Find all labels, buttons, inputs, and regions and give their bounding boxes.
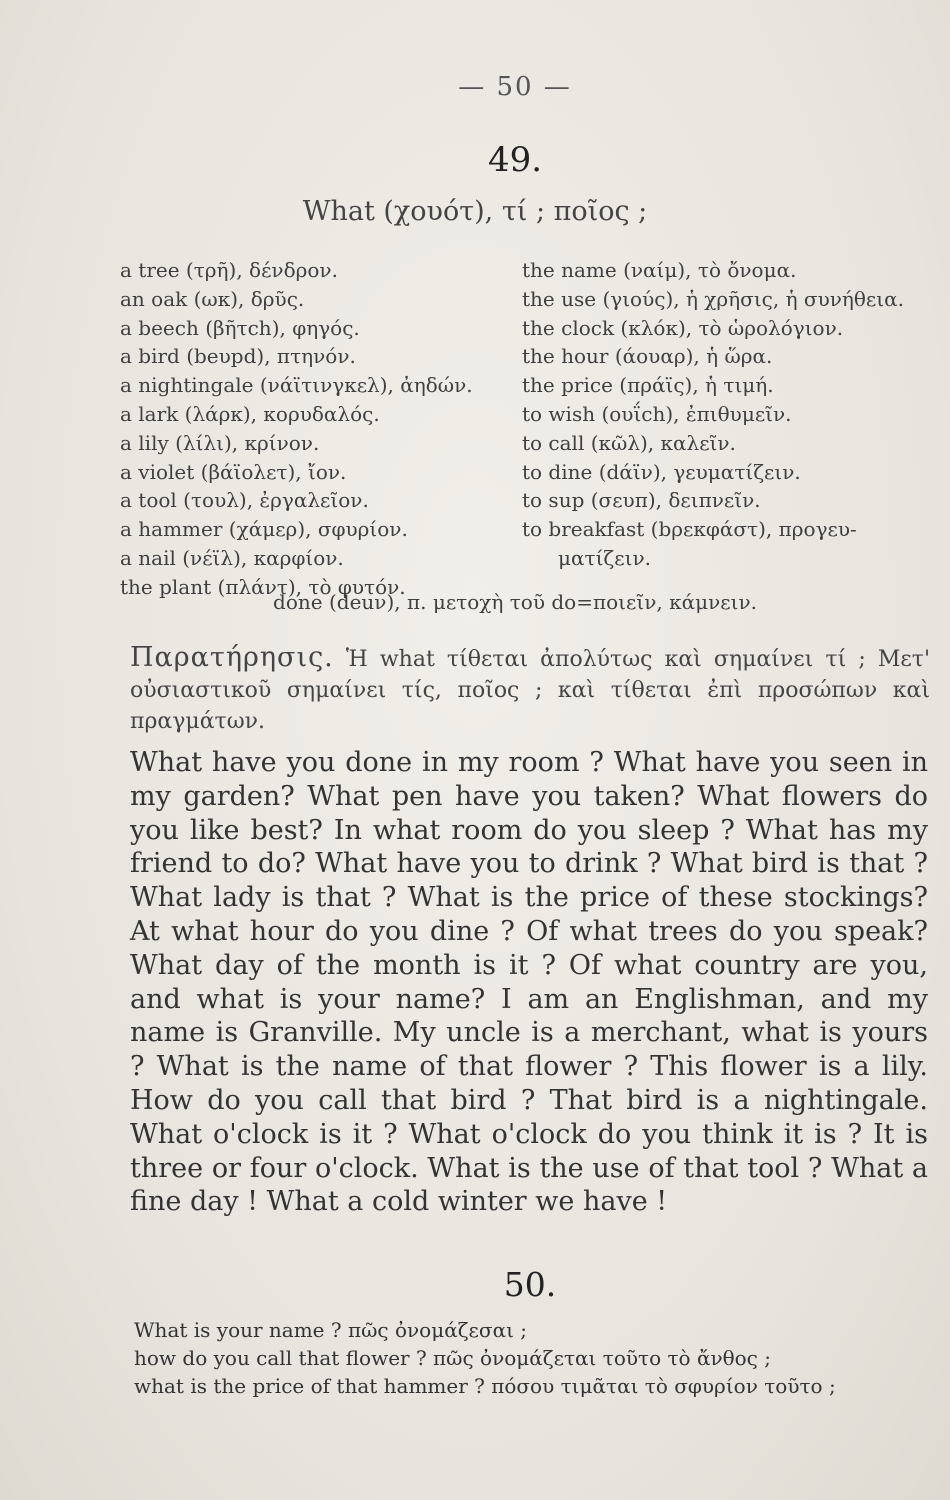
vocabulary-footer: done (deuν), π. μετοχὴ τοῦ do=ποιεῖν, κάμνειν. [273,590,757,614]
vocab-entry: an oak (ωκ), δρῦς. [120,286,305,311]
vocabulary-right-column [522,256,942,573]
vocabulary-left-column [120,256,520,602]
phrase-entry: how do you call that flower ? πῶς ὀνομάζεται τοῦτο τὸ ἄνθος ; [134,1346,771,1370]
vocab-entry: the clock (κλόκ), τὸ ὡρολόγιον. [522,315,844,340]
vocab-entry: the plant (πλάντ), τὸ φυτόν. [120,574,406,599]
remark-paragraph [130,642,930,737]
vocab-entry: a tree (τρῆ), δένδρον. [120,258,338,282]
vocab-entry: to wish (ουΐch), ἐπιθυμεῖν. [522,401,792,426]
vocab-entry-continuation: ματίζειν. [558,545,651,570]
vocab-entry: a nightingale (νάϊτινγκελ), ἀηδών. [120,373,473,398]
vocab-entry: to call (κῶλ), καλεῖν. [522,430,736,455]
vocab-entry: a beech (βῆτch), φηγός. [120,315,360,340]
vocab-entry: a hammer (χάμερ), σφυρίον. [120,517,408,542]
remark-text: Ἡ what τίθεται ἀπολύτως καὶ σημαίνει τί ; Μετ' οὐσιαστικοῦ σημαίνει τίς, ποῖος ; καὶ τίθεται ἐπὶ προσώπων καὶ πραγμάτων. [130,647,930,734]
page-number: — 50 — [458,72,572,102]
remark-title: Παρατήρησις. [130,642,334,673]
lesson-heading: What (χουότ), τί ; ποῖος ; [302,196,648,227]
phrase-entry: what is the price of that hammer ? πόσου τιμᾶται τὸ σφυρίον τοῦτο ; [134,1374,836,1398]
vocab-entry: the price (πράϊς), ἡ τιμή. [522,373,774,398]
vocab-entry: the use (γιούς), ἡ χρῆσις, ἡ συνήθεια. [522,286,904,311]
vocab-entry: a tool (τουλ), ἐργαλεῖον. [120,488,369,513]
vocab-entry: to sup (σευπ), δειπνεῖν. [522,488,761,513]
vocab-entry: a lily (λίλι), κρίνον. [120,430,320,455]
vocab-entry: the name (ναίμ), τὸ ὄνομα. [522,258,797,282]
exercise-paragraph: What have you done in my room ? What have you seen in my garden? What pen have you taken? What flowers do you like best? In what room do you sleep ? What has my friend to do? What have you to drink ? What bird is that ? What lady is that ? What is the price of these stockings? At what hour do you dine ? Of what trees do you speak? What day of the month is it ? Of what country are you, and what is your name? I am an Englishman, and my name is Granville. My uncle is a merchant, what is yours ? What is the name of that flower ? This flower is a lily. How do you call that bird ? That bird is a nightingale. What o'clock is it ? What o'clock do you think it is ? It is three or four o'clock. What is the use of that tool ? What a fine day ! What a cold winter we have ! [130,747,928,1218]
section-number-2: 50. [503,1265,557,1304]
vocab-entry: a lark (λάρκ), κορυδαλός. [120,401,380,426]
phrase-list [134,1316,934,1400]
section-number: 49. [487,140,543,180]
vocab-entry: a violet (βάϊολετ), ἴον. [120,459,347,484]
vocab-entry: to dine (dάϊν), γευματίζειν. [522,459,801,484]
vocab-entry: a bird (beυpd), πτηνόν. [120,344,356,369]
vocab-entry: to breakfast (bρεκφάστ), προγευ- [522,517,857,542]
vocab-entry: the hour (άουαρ), ἡ ὥρα. [522,344,773,369]
phrase-entry: What is your name ? πῶς ὀνομάζεσαι ; [134,1318,528,1342]
vocab-entry: a nail (νέϊλ), καρφίον. [120,545,344,570]
